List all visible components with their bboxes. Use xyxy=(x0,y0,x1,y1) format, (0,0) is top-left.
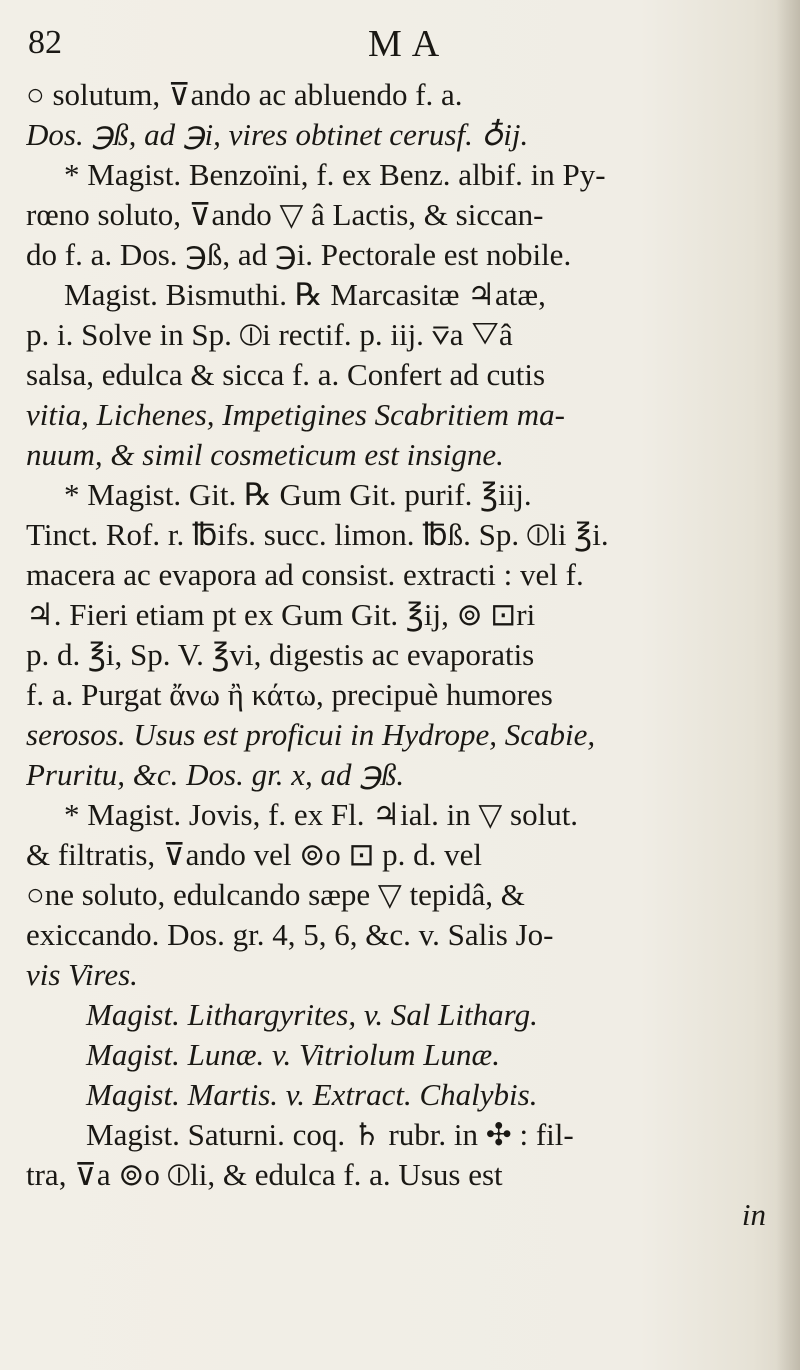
text-line: ♃. Fieri etiam pt ex Gum Git. ℥ij, ⊚ ⊡ri xyxy=(26,597,536,632)
page-number: 82 xyxy=(28,24,62,61)
page-header xyxy=(28,20,770,70)
text-line: Magist. Bismuthi. ℞ Marcasitæ ♃atæ, xyxy=(64,277,546,312)
text-line: tra, ⊽a ⊚o ⦶li, & edulca f. a. Usus est xyxy=(26,1157,503,1192)
catchword: in xyxy=(741,1197,766,1232)
text-line: vis Vires. xyxy=(26,957,138,992)
text-line: salsa, edulca & sicca f. a. Confert ad cutis xyxy=(26,357,546,392)
text-line: Pruritu, &c. Dos. gr. x, ad ℈ß. xyxy=(26,757,405,792)
text-line: ○ne soluto, edulcando sæpe ▽ tepidâ, & xyxy=(26,877,525,912)
text-line: ○ solutum, ⊽ando ac abluendo f. a. xyxy=(26,77,463,112)
text-line: Magist. Lunæ. v. Vitriolum Lunæ. xyxy=(86,1037,500,1072)
text-line: Magist. Lithargyrites, v. Sal Litharg. xyxy=(86,997,538,1032)
text-line: Tinct. Rof. r. ℔ifs. succ. limon. ℔ß. Sp. ⦶li ℥i. xyxy=(26,517,609,552)
text-line: & filtratis, ⊽ando vel ⊚o ⊡ p. d. vel xyxy=(26,837,483,872)
text-line: serosos. Usus est proficui in Hydrope, Scabie, xyxy=(26,717,596,752)
text-line: Magist. Martis. v. Extract. Chalybis. xyxy=(86,1077,538,1112)
text-line: Dos. ℈ß, ad ℈i, vires obtinet cerusf. ♁ij. xyxy=(26,117,529,152)
text-line: do f. a. Dos. ℈ß, ad ℈i. Pectorale est nobile. xyxy=(26,237,572,272)
text-line: * Magist. Benzoïni, f. ex Benz. albif. in Py- xyxy=(64,157,606,192)
text-line: nuum, & simil cosmeticum est insigne. xyxy=(26,437,504,472)
text-line: vitia, Lichenes, Impetigines Scabritiem ma- xyxy=(26,397,565,432)
body-text xyxy=(26,75,786,1235)
text-line: macera ac evapora ad consist. extracti : vel f. xyxy=(26,557,584,592)
text-line: rœno soluto, ⊽ando ▽ â Lactis, & siccan- xyxy=(26,197,544,232)
running-head: MA xyxy=(368,23,450,65)
text-line: Magist. Saturni. coq. ♄ rubr. in ✣ : fil- xyxy=(86,1117,574,1152)
text-line: * Magist. Git. ℞ Gum Git. purif. ℥iij. xyxy=(64,477,532,512)
text-line: * Magist. Jovis, f. ex Fl. ♃ial. in ▽ solut. xyxy=(64,797,579,832)
text-line: p. d. ℥i, Sp. V. ℥vi, digestis ac evaporatis xyxy=(26,637,535,672)
text-line: p. i. Solve in Sp. ⦶i rectif. p. iij. ⊽a ▽â xyxy=(26,317,513,352)
text-line: f. a. Purgat ἄνω ἢ κάτω, precipuè humores xyxy=(26,677,553,712)
text-line: exiccando. Dos. gr. 4, 5, 6, &c. v. Salis Jo- xyxy=(26,917,554,952)
